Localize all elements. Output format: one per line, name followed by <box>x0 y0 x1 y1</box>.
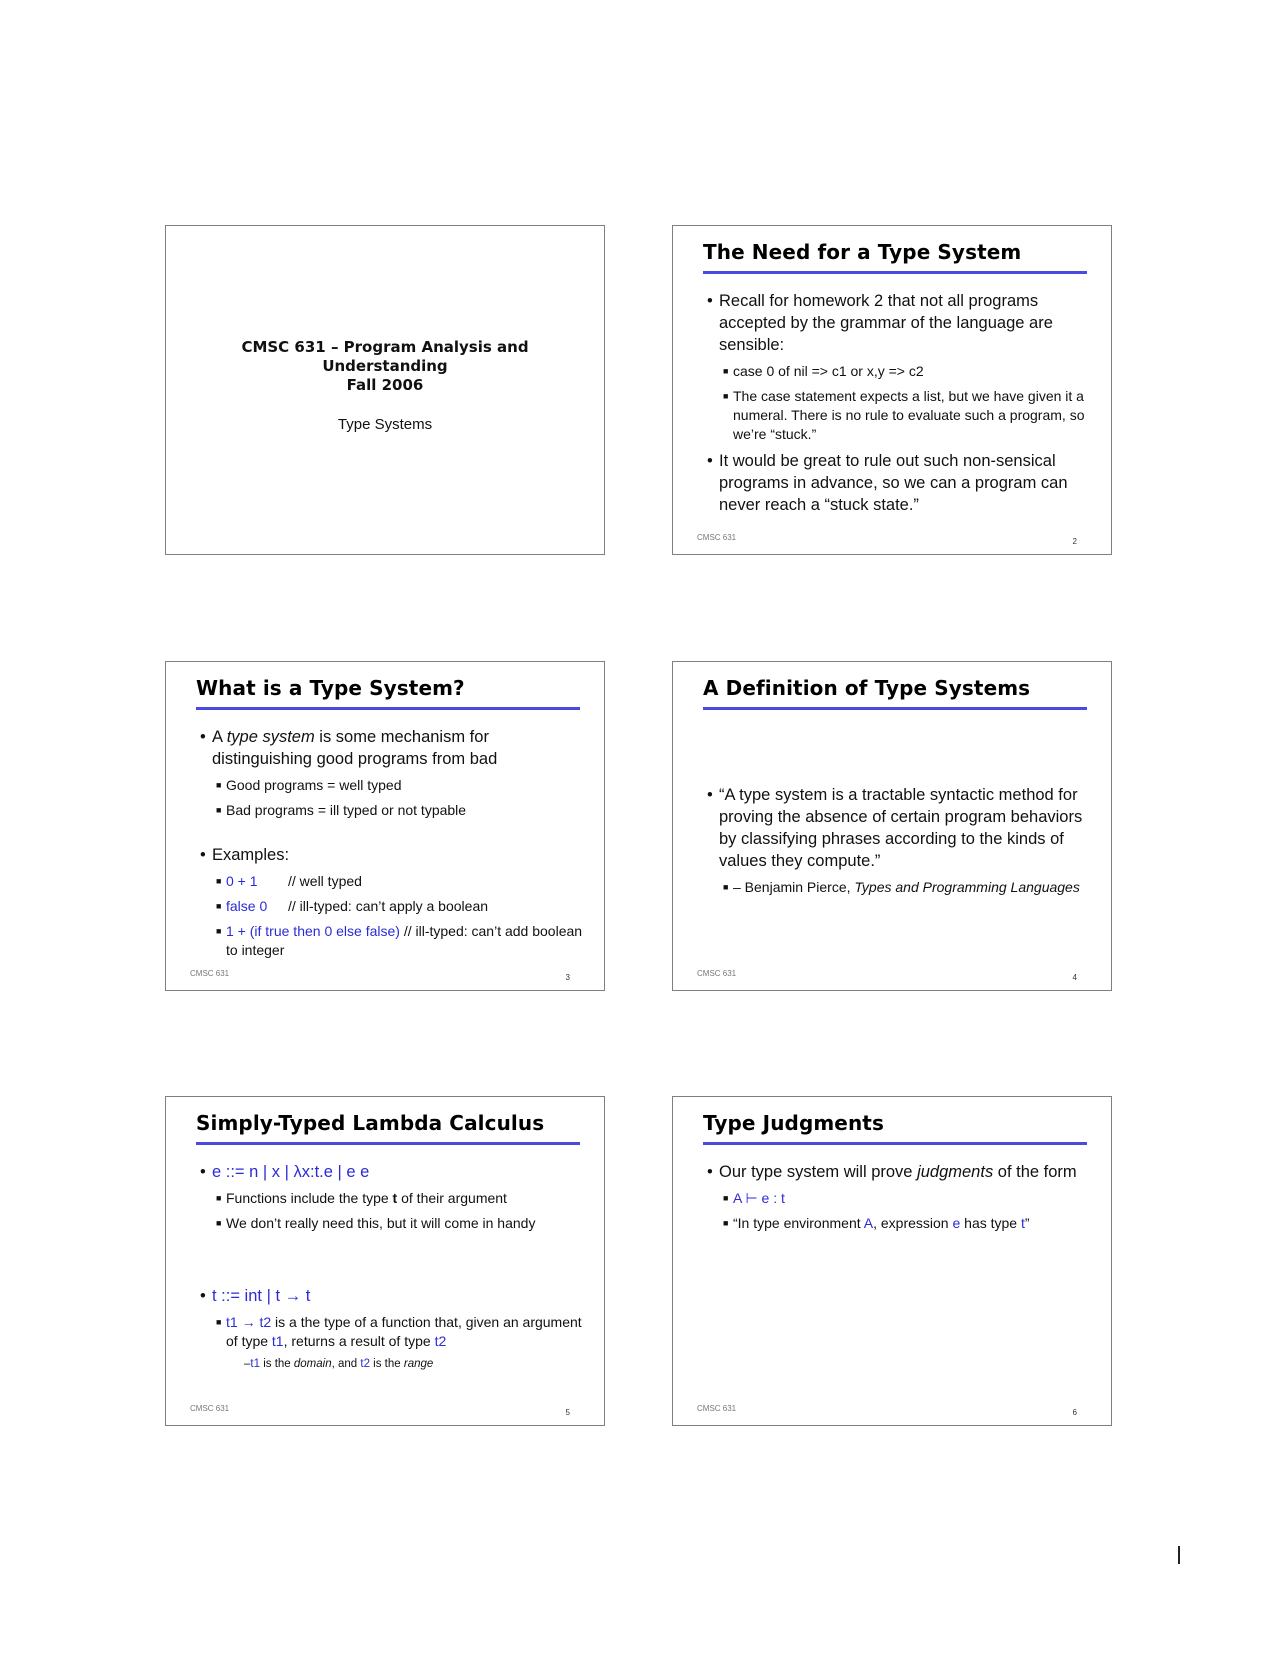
comment-text: // ill-typed: can’t apply a boolean <box>288 898 489 914</box>
slide-footer-label: CMSC 631 <box>697 969 737 978</box>
symbol-text: A <box>863 1215 874 1231</box>
type-text: t1 <box>271 1333 284 1349</box>
bullet-text: Recall for homework 2 that not all programs accepted by the grammar of the language are sensible: <box>719 292 1053 354</box>
code-text: 1 + (if true then 0 else false) <box>226 923 400 939</box>
bullet-text-italic: type system <box>226 728 315 746</box>
text: has type <box>960 1215 1021 1231</box>
bullet: • t ::= int | t → t <box>200 1287 311 1305</box>
slide-footer-label: CMSC 631 <box>697 1404 737 1413</box>
slide-2-title: The Need for a Type System <box>703 240 1087 274</box>
bullet-text-italic: judgments <box>917 1163 994 1181</box>
sub-bullet-text: The case statement expects a list, but we have given it a numeral. There is no rule to evaluate such a program, so we’re “stuck.” <box>733 388 1085 442</box>
slide-6-title: Type Judgments <box>703 1111 1087 1145</box>
slide-footer-label: CMSC 631 <box>697 533 737 542</box>
code-text: 0 + 1 <box>226 873 258 889</box>
sub-bullet-text: Bad programs = ill typed or not typable <box>226 802 467 818</box>
sub-bullet-text: Functions include the type <box>226 1190 393 1206</box>
quote-text: “A type system is a tractable syntactic method for proving the absence of certain program behaviors by classifying phrases according to the kinds of values they compute.” <box>719 786 1083 870</box>
sub-bullet: ■ Functions include the type t of their argument <box>216 1190 507 1206</box>
arrow-text: → <box>237 1314 260 1330</box>
grammar-text: t ::= int | t → t <box>212 1287 311 1305</box>
slide-2-body <box>707 286 1097 520</box>
sub-bullet: ■ The case statement expects a list, but we have given it a numeral. There is no rule to evaluate such a program, so we’re “stuck.” <box>723 388 1085 442</box>
text: ” <box>1024 1215 1030 1231</box>
code-text: false 0 <box>226 898 268 914</box>
slide-1-title-line3: Fall 2006 <box>346 376 424 394</box>
sub-bullet-text: case 0 of nil => c1 or x,y => c2 <box>733 363 924 379</box>
sub-bullet: ■ 0 + 1 // well typed <box>216 873 362 889</box>
slide-5-body <box>200 1157 590 1376</box>
bullet-text: A <box>212 728 227 746</box>
page-edge-mark <box>1178 1546 1180 1564</box>
sub-bullet-text: , returns a result of type <box>283 1333 435 1349</box>
type-text: t2 <box>360 1358 370 1370</box>
slide-4-body <box>707 780 1097 903</box>
slide-footer-label: CMSC 631 <box>190 969 230 978</box>
slide-5 <box>165 1096 605 1426</box>
italic-text: domain <box>293 1358 332 1370</box>
sub-bullet: ■ Bad programs = ill typed or not typable <box>216 802 467 818</box>
slide-4-title: A Definition of Type Systems <box>703 676 1087 710</box>
sub-bullet-text: is a the type of a function that, given an argument of type <box>226 1314 582 1349</box>
text: “In type environment <box>733 1215 864 1231</box>
judgment-text: A ⊢ e : t <box>733 1190 785 1206</box>
slide-page-number: 4 <box>1072 973 1077 982</box>
slide-1 <box>165 225 605 555</box>
type-text: t1 <box>226 1314 238 1330</box>
slide-page-number: 6 <box>1072 1408 1077 1417</box>
slide-1-title-line2: Understanding <box>322 357 448 375</box>
italic-text: range <box>403 1358 434 1370</box>
sub-bullet: ■ Good programs = well typed <box>216 777 402 793</box>
text: , and <box>331 1358 361 1370</box>
grammar-text: e ::= n | x | λx:t.e | e e <box>212 1163 370 1181</box>
sub-bullet: ■ 1 + (if true then 0 else false) // ill-typed: can’t add boolean to integer <box>216 923 583 958</box>
sub-sub-bullet <box>244 1357 590 1372</box>
sub-bullet: ■ false 0 // ill-typed: can’t apply a boolean <box>216 898 489 914</box>
text: is the <box>369 1358 404 1370</box>
sub-bullet: ■ – Benjamin Pierce, Types and Programming Languages <box>723 879 1080 895</box>
type-text: t2 <box>434 1333 447 1349</box>
bullet: • A type system is some mechanism for distinguishing good programs from bad <box>200 728 498 768</box>
bullet-text: It would be great to rule out such non-sensical programs in advance, so we can a program can never reach a “stuck state.” <box>719 452 1068 514</box>
bullet: • “A type system is a tractable syntactic method for proving the absence of certain program behaviors by classifying phrases according to the kinds of values they compute.” <box>707 786 1083 870</box>
slide-3 <box>165 661 605 991</box>
bullet-text: of the form <box>993 1163 1077 1181</box>
slide-5-title: Simply-Typed Lambda Calculus <box>196 1111 580 1145</box>
sub-bullet: ■ A ⊢ e : t <box>723 1190 785 1206</box>
dash: – <box>244 1358 251 1370</box>
slide-footer-label: CMSC 631 <box>190 1404 230 1413</box>
slide-1-title-line1: CMSC 631 – Program Analysis and <box>241 338 529 356</box>
type-text: t1 <box>250 1358 260 1370</box>
slide-6-body <box>707 1157 1097 1239</box>
bullet-text: Examples: <box>212 846 290 864</box>
bullet: • It would be great to rule out such non-sensical programs in advance, so we can a program can never reach a “stuck state.” <box>707 452 1068 514</box>
sub-bullet: ■ case 0 of nil => c1 or x,y => c2 <box>723 363 924 379</box>
slide-page-number: 3 <box>565 973 570 982</box>
slide-1-subtitle: Type Systems <box>337 416 433 433</box>
comment-text: // ill-typed: can’t add boolean to integer <box>226 923 583 958</box>
slide-page-number: 2 <box>1072 537 1077 546</box>
sub-bullet-bold: t <box>392 1190 398 1206</box>
comment-text: // well typed <box>288 873 362 889</box>
bullet: • e ::= n | x | λx:t.e | e e <box>200 1163 370 1181</box>
sub-bullet-text: Good programs = well typed <box>226 777 402 793</box>
slide-page-number: 5 <box>565 1408 570 1417</box>
attribution-text: – Benjamin Pierce, <box>733 879 855 895</box>
slide-1-title <box>166 338 604 395</box>
bullet-text: Our type system will prove <box>719 1163 918 1181</box>
type-text: t2 <box>259 1314 272 1330</box>
attribution-book: Types and Programming Languages <box>854 879 1080 895</box>
slide-3-body <box>200 722 590 966</box>
bullet-text: is some mechanism for distinguishing good programs from bad <box>212 728 498 768</box>
sub-bullet: ■ t1 → t2 is a the type of a function that, given an argument of type t1, returns a result of type t2 <box>216 1314 582 1349</box>
sub-bullet-text: of their argument <box>397 1190 507 1206</box>
slide-2 <box>672 225 1112 555</box>
bullet: • Our type system will prove judgments of the form <box>707 1163 1077 1181</box>
slide-6 <box>672 1096 1112 1426</box>
symbol-text: t <box>1020 1215 1025 1231</box>
text: is the <box>260 1358 294 1370</box>
bullet: • Examples: <box>200 846 290 864</box>
symbol-text: e <box>952 1215 961 1231</box>
sub-bullet-text: We don’t really need this, but it will come in handy <box>226 1215 536 1231</box>
sub-bullet: ■ “In type environment A, expression e has type t” <box>723 1215 1030 1231</box>
bullet: • Recall for homework 2 that not all programs accepted by the grammar of the language are sensible: <box>707 292 1053 354</box>
slide-4 <box>672 661 1112 991</box>
sub-bullet: ■ We don’t really need this, but it will come in handy <box>216 1215 536 1231</box>
text: , expression <box>873 1215 953 1231</box>
slide-3-title: What is a Type System? <box>196 676 580 710</box>
